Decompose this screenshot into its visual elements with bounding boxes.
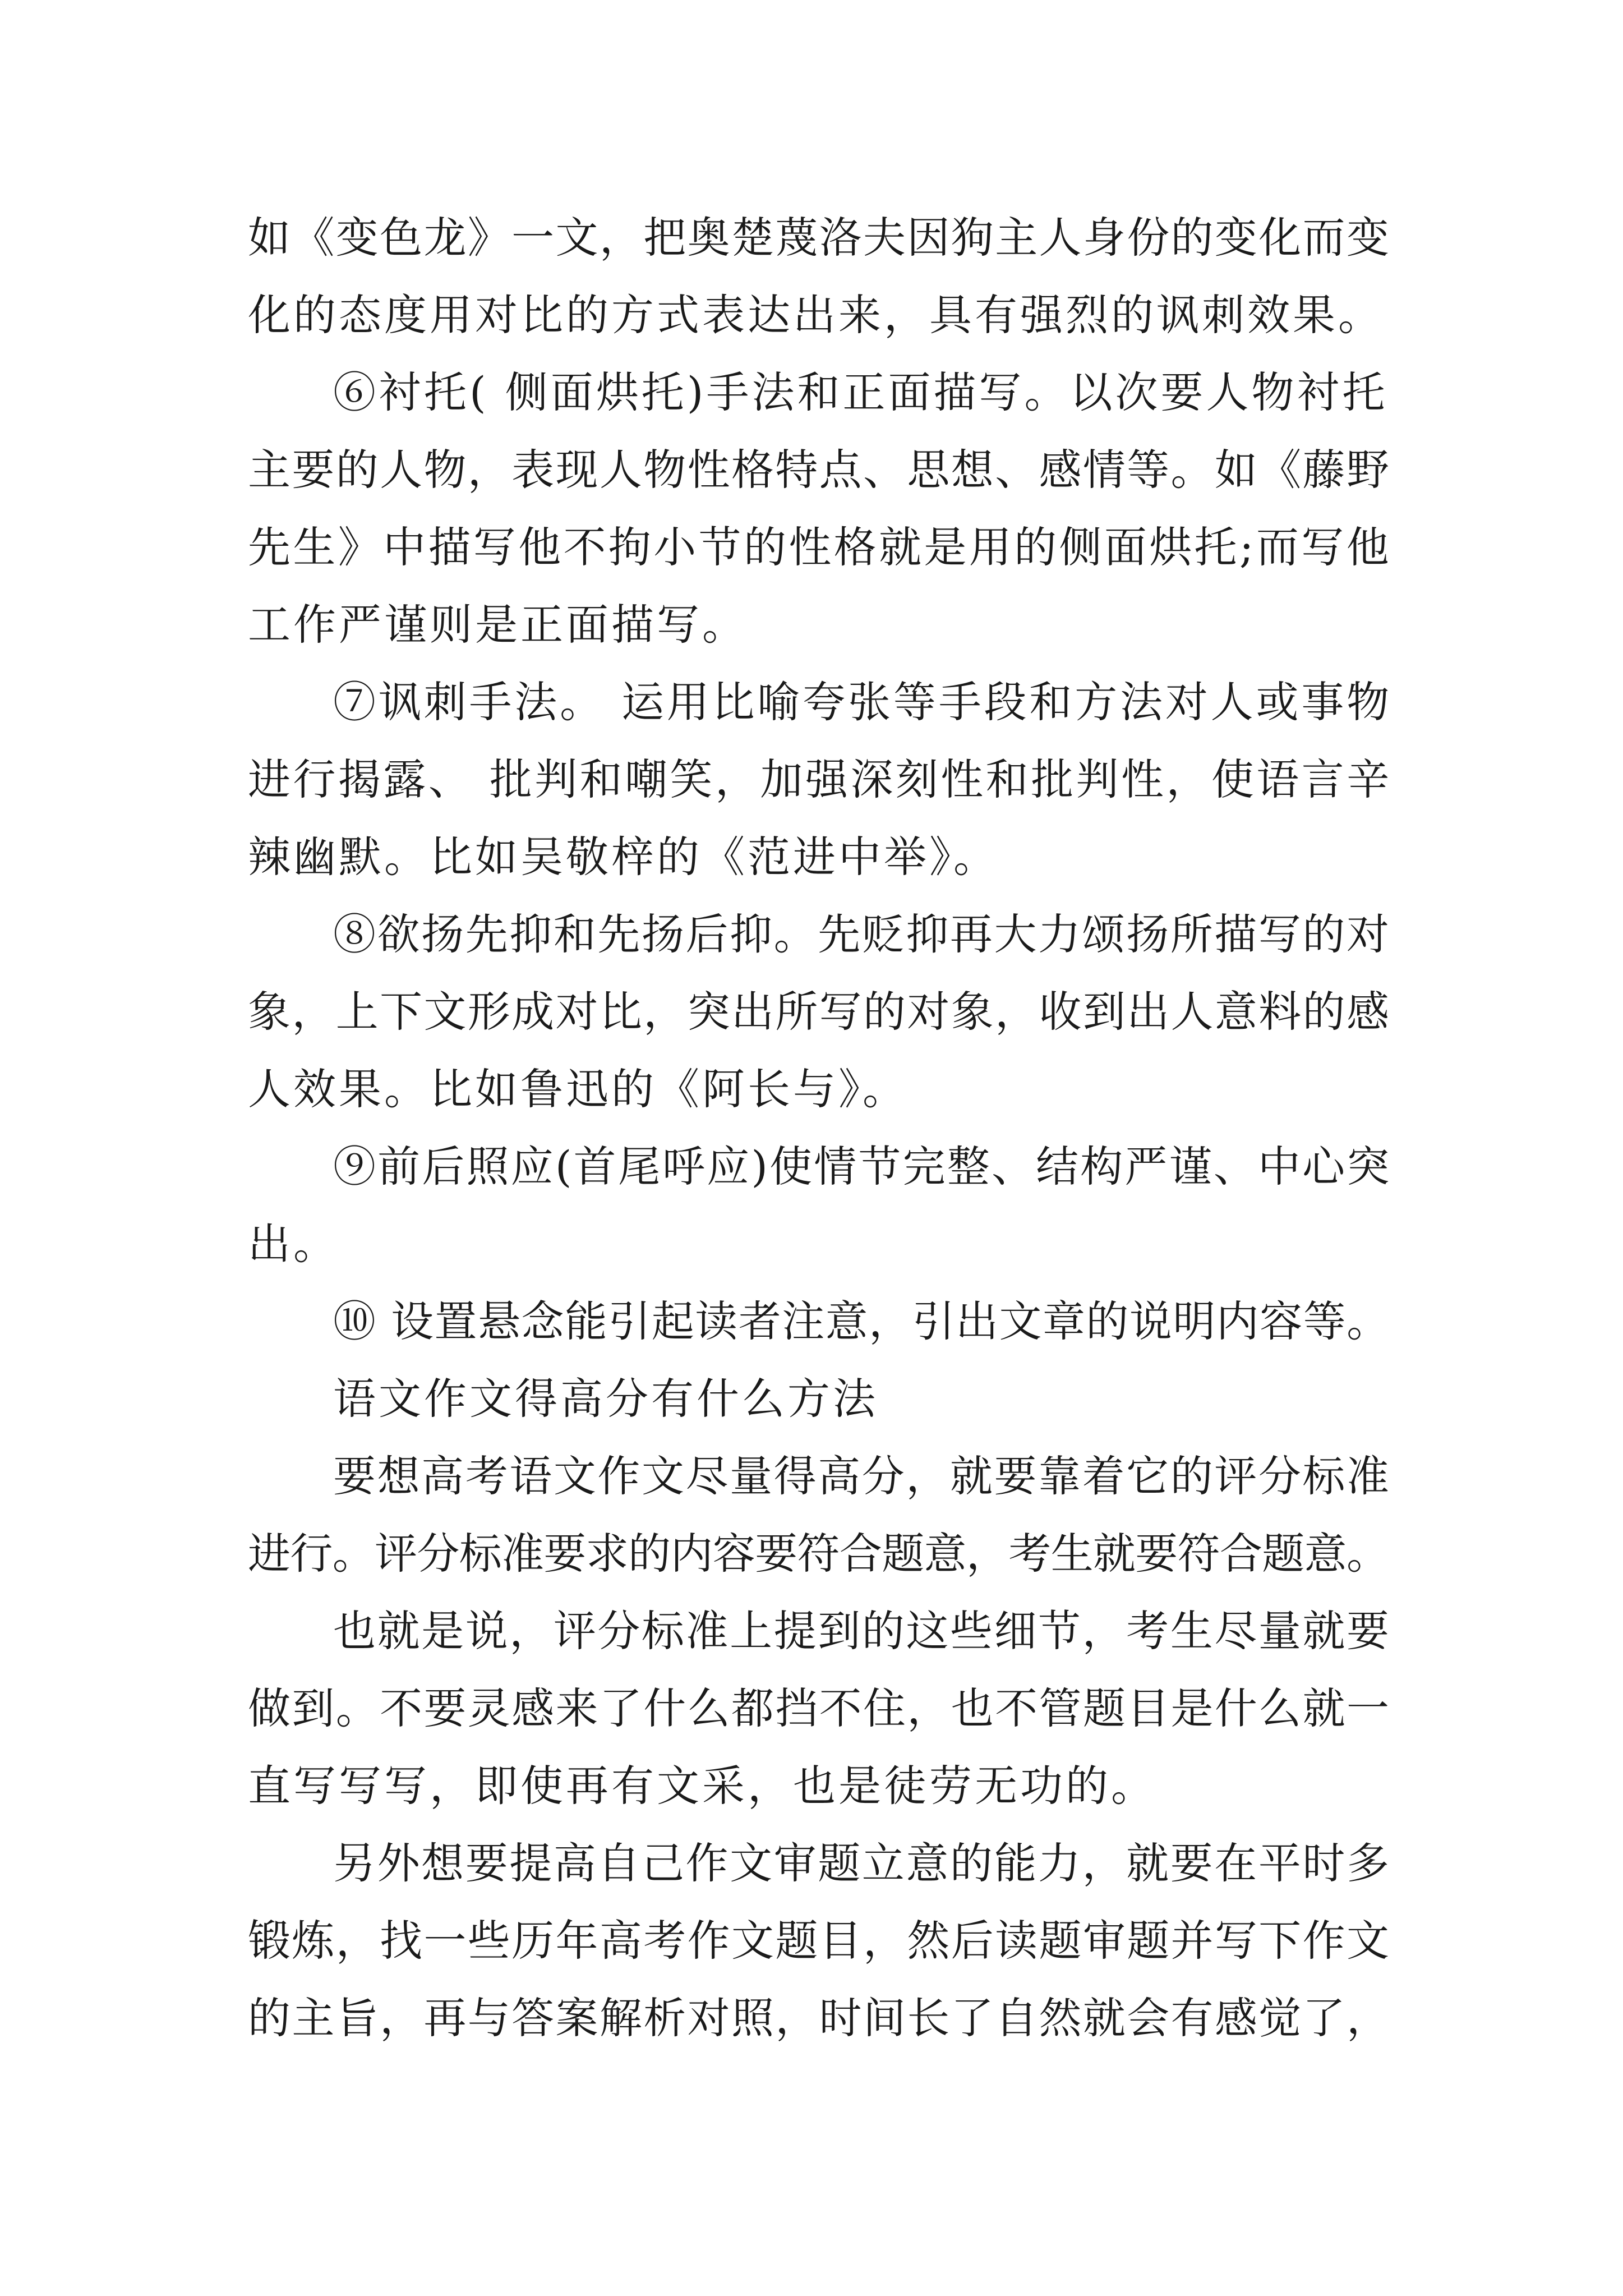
text-line: 的主旨，再与答案解析对照，时间长了自然就会有感觉了，	[248, 1993, 1391, 2043]
paragraph-first-line: ⑧欲扬先抑和先扬后抑。先贬抑再大力颂扬所描写的对	[333, 909, 1391, 959]
text-line: 直写写写，即使再有文采，也是徒劳无功的。	[248, 1761, 1156, 1811]
text-line: 先生》中描写他不拘小节的性格就是用的侧面烘托;而写他	[248, 522, 1391, 572]
paragraph-first-line: 也就是说，评分标准上提到的这些细节，考生尽量就要	[333, 1606, 1391, 1656]
text-line: 辣幽默。比如吴敬梓的《范进中举》。	[248, 832, 999, 882]
paragraph-first-line: 另外想要提高自己作文审题立意的能力，就要在平时多	[333, 1838, 1391, 1888]
paragraph-first-line: ⑩ 设置悬念能引起读者注意，引出文章的说明内容等。	[333, 1296, 1390, 1346]
paragraph-first-line: ⑨前后照应(首尾呼应)使情节完整、结构严谨、中心突	[333, 1142, 1391, 1191]
paragraph-first-line: 要想高考语文作文尽量得高分，就要靠着它的评分标准	[333, 1451, 1391, 1501]
text-line: 出。	[248, 1219, 339, 1269]
text-line: 进行揭露、 批判和嘲笑，加强深刻性和批判性，使语言辛	[248, 754, 1392, 804]
text-line: 做到。不要灵感来了什么都挡不住，也不管题目是什么就一	[248, 1683, 1391, 1733]
paragraph-first-line: 语文作文得高分有什么方法	[333, 1374, 878, 1424]
text-line: 进行。评分标准要求的内容要符合题意，考生就要符合题意。	[248, 1529, 1389, 1579]
document-body	[248, 199, 1392, 2057]
text-line: 象，上下文形成对比，突出所写的对象，收到出人意料的感	[248, 987, 1391, 1037]
text-line: 锻炼，找一些历年高考作文题目，然后读题审题并写下作文	[248, 1916, 1391, 1966]
text-line: 主要的人物，表现人物性格特点、思想、感情等。如《藤野	[248, 445, 1391, 495]
text-line: 工作严谨则是正面描写。	[248, 600, 748, 650]
paragraph-first-line: ⑦讽刺手法。 运用比喻夸张等手段和方法对人或事物	[333, 677, 1392, 727]
text-line: 人效果。比如鲁迅的《阿长与》。	[248, 1064, 908, 1114]
paragraph-first-line: ⑥衬托( 侧面烘托)手法和正面描写。以次要人物衬托	[333, 367, 1388, 417]
text-line: 如《变色龙》一文，把奥楚蔑洛夫因狗主人身份的变化而变	[248, 213, 1391, 263]
text-line: 化的态度用对比的方式表达出来，具有强烈的讽刺效果。	[248, 290, 1384, 340]
